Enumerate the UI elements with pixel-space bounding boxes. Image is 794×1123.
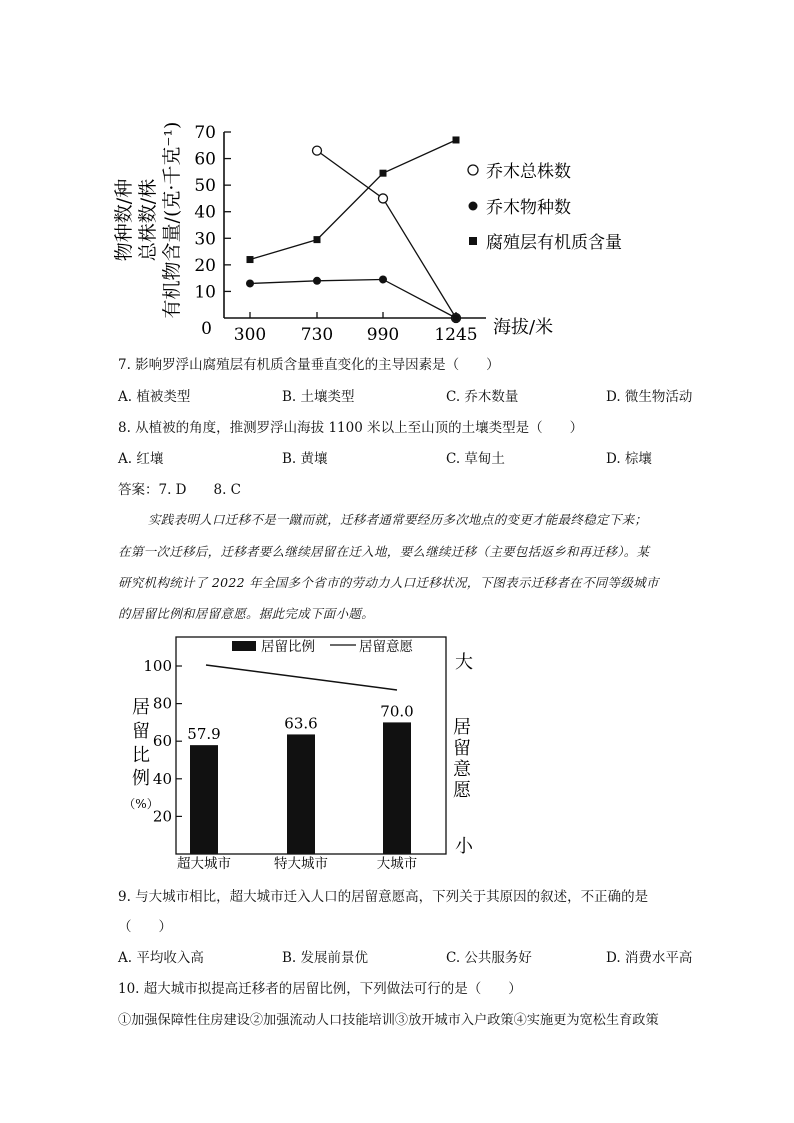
q8-option-c[interactable]: C. 草甸土 <box>446 451 505 467</box>
q10-items: ①加强保障性住房建设②加强流动人口技能培训③放开城市入户政策④实施更为宽松生育政策 <box>118 1013 659 1028</box>
chart1-point-square <box>247 256 254 263</box>
chart1-ytick-label: 70 <box>194 123 216 143</box>
chart1-xtick-label: 730 <box>300 325 334 345</box>
residence-bar-chart <box>0 625 794 875</box>
q8-stem: 8. 从植被的角度，推测罗浮山海拔 1100 米以上至山顶的土壤类型是（ ） <box>118 420 584 436</box>
chart1-ytick-label: 0 <box>201 319 212 339</box>
chart1-xtick-label: 1245 <box>434 325 478 345</box>
altitude-line-chart <box>0 0 794 345</box>
chart1-legend-marker-open-circle <box>468 165 478 175</box>
q9-option-a[interactable]: A. 平均收入高 <box>118 950 204 966</box>
chart2-category-label: 超大城市 <box>177 856 231 872</box>
chart1-legend-marker-filled-circle <box>469 202 478 211</box>
q8-option-d[interactable]: D. 棕壤 <box>606 451 652 467</box>
chart1-point-filled-circle <box>246 279 254 287</box>
passage-line-1: 实践表明人口迁移不是一蹴而就，迁移者通常要经历多次地点的变更才能最终稳定下来； <box>148 512 648 527</box>
chart2-ylabel-right-char: 意 <box>453 759 471 780</box>
chart2-legend-bar-label: 居留比例 <box>261 639 315 655</box>
chart1-ytick-label: 40 <box>194 202 216 223</box>
chart2-bar-data-label: 63.6 <box>284 714 318 733</box>
chart1-point-square <box>380 170 387 177</box>
chart1-series-line-1 <box>250 279 456 318</box>
chart2-bar-3 <box>383 722 411 854</box>
chart1-ytick-label: 10 <box>194 282 216 303</box>
passage-line-4: 的居留比例和居留意愿。据此完成下面小题。 <box>118 606 375 621</box>
chart1-ytick-label: 30 <box>194 229 216 250</box>
chart1-point-filled-circle <box>379 275 387 283</box>
chart1-legend-label: 腐殖层有机质含量 <box>486 233 622 253</box>
chart1-point-square <box>314 236 321 243</box>
chart2-ylabel-left-char: 比 <box>132 745 150 766</box>
chart2-category-label: 大城市 <box>376 856 418 872</box>
q9-stem: 9. 与大城市相比，超大城市迁入人口的居留意愿高，下列关于其原因的叙述，不正确的是 <box>118 889 649 905</box>
q10-stem: 10. 超大城市拟提高迁移者的居留比例，下列做法可行的是（ ） <box>118 981 522 997</box>
answer-line: 答案：7. D 8. C <box>118 482 241 498</box>
chart1-xtick-label: 990 <box>366 325 400 345</box>
q8-option-b[interactable]: B. 黄壤 <box>282 451 328 467</box>
passage-line-3: 研究机构统计了 2022 年全国多个省市的劳动力人口迁移状况，下图表示迁移者在不同等级城市 <box>118 575 659 590</box>
chart1-legend-label: 乔木总株数 <box>486 162 571 182</box>
chart2-bar-data-label: 57.9 <box>187 725 221 744</box>
q8-option-a[interactable]: A. 红壤 <box>118 451 164 467</box>
chart2-bar-data-label: 70.0 <box>380 702 414 721</box>
chart1-legend-marker-square <box>469 237 477 245</box>
chart2-right-top-label: 大 <box>455 652 473 673</box>
chart1-ytick-label: 60 <box>194 149 216 170</box>
chart2-ylabel-left-char: 例 <box>132 768 150 789</box>
chart2-ylabel-right-char: 留 <box>453 738 471 759</box>
chart2-ytick-label: 40 <box>152 769 172 788</box>
chart1-point-square <box>453 136 460 143</box>
chart1-ylabel <box>113 122 183 319</box>
chart2-ytick-label: 20 <box>152 807 172 826</box>
q9-blank: （ ） <box>118 919 172 935</box>
chart1-ylabel-line3: 有机物含量/(克·千克⁻¹) <box>161 121 183 319</box>
chart2-legend-bar-swatch <box>232 641 256 651</box>
chart2-ylabel-left-char: （%） <box>123 797 159 811</box>
q7-option-b[interactable]: B. 土壤类型 <box>282 389 355 405</box>
chart2-ytick-label: 80 <box>152 694 172 713</box>
chart2-ylabel-right-char: 愿 <box>453 780 471 801</box>
chart1-ytick-label: 50 <box>194 176 216 197</box>
q9-option-b[interactable]: B. 发展前景优 <box>282 950 369 966</box>
chart1-ylabel-line2: 总株数/株 <box>137 178 159 262</box>
chart2-category-label: 特大城市 <box>274 856 328 872</box>
chart2-ytick-label: 60 <box>152 732 172 751</box>
chart2-ylabel-left-char: 留 <box>132 721 150 742</box>
chart2-ylabel-right-char: 居 <box>453 717 471 738</box>
chart1-point-open-circle <box>379 194 388 203</box>
chart2-bar-1 <box>190 745 218 854</box>
chart1-point-filled-circle <box>452 314 460 322</box>
q9-option-d[interactable]: D. 消费水平高 <box>606 950 693 966</box>
chart2-right-bottom-label: 小 <box>455 836 473 857</box>
chart2-bar-2 <box>287 734 315 854</box>
chart1-point-filled-circle <box>313 277 321 285</box>
chart1-point-open-circle <box>313 146 322 155</box>
q9-option-c[interactable]: C. 公共服务好 <box>446 950 532 966</box>
chart2-ytick-label: 100 <box>143 657 172 675</box>
chart1-legend-label: 乔木物种数 <box>486 198 571 218</box>
willingness-line <box>206 665 397 690</box>
q7-option-d[interactable]: D. 微生物活动 <box>606 389 693 405</box>
chart1-series-line-2 <box>250 140 456 260</box>
chart1-ylabel-line1: 物种数/种 <box>113 178 135 262</box>
q7-option-a[interactable]: A. 植被类型 <box>118 389 191 405</box>
chart1-xtick-label: 300 <box>233 325 267 345</box>
q7-option-c[interactable]: C. 乔木数量 <box>446 389 519 405</box>
chart2-legend-line-label: 居留意愿 <box>359 639 413 655</box>
chart1-x-axis-label: 海拔/米 <box>493 317 554 338</box>
passage-line-2: 在第一次迁移后，迁移者要么继续居留在迁入地，要么继续迁移（主要包括返乡和再迁移）。某 <box>118 544 650 559</box>
chart1-ytick-label: 20 <box>194 255 216 276</box>
q7-stem: 7. 影响罗浮山腐殖层有机质含量垂直变化的主导因素是（ ） <box>118 357 500 373</box>
chart2-ylabel-left-char: 居 <box>132 697 150 718</box>
chart2-ylabel-right <box>453 717 471 801</box>
chart2-ylabel-left <box>123 697 158 811</box>
